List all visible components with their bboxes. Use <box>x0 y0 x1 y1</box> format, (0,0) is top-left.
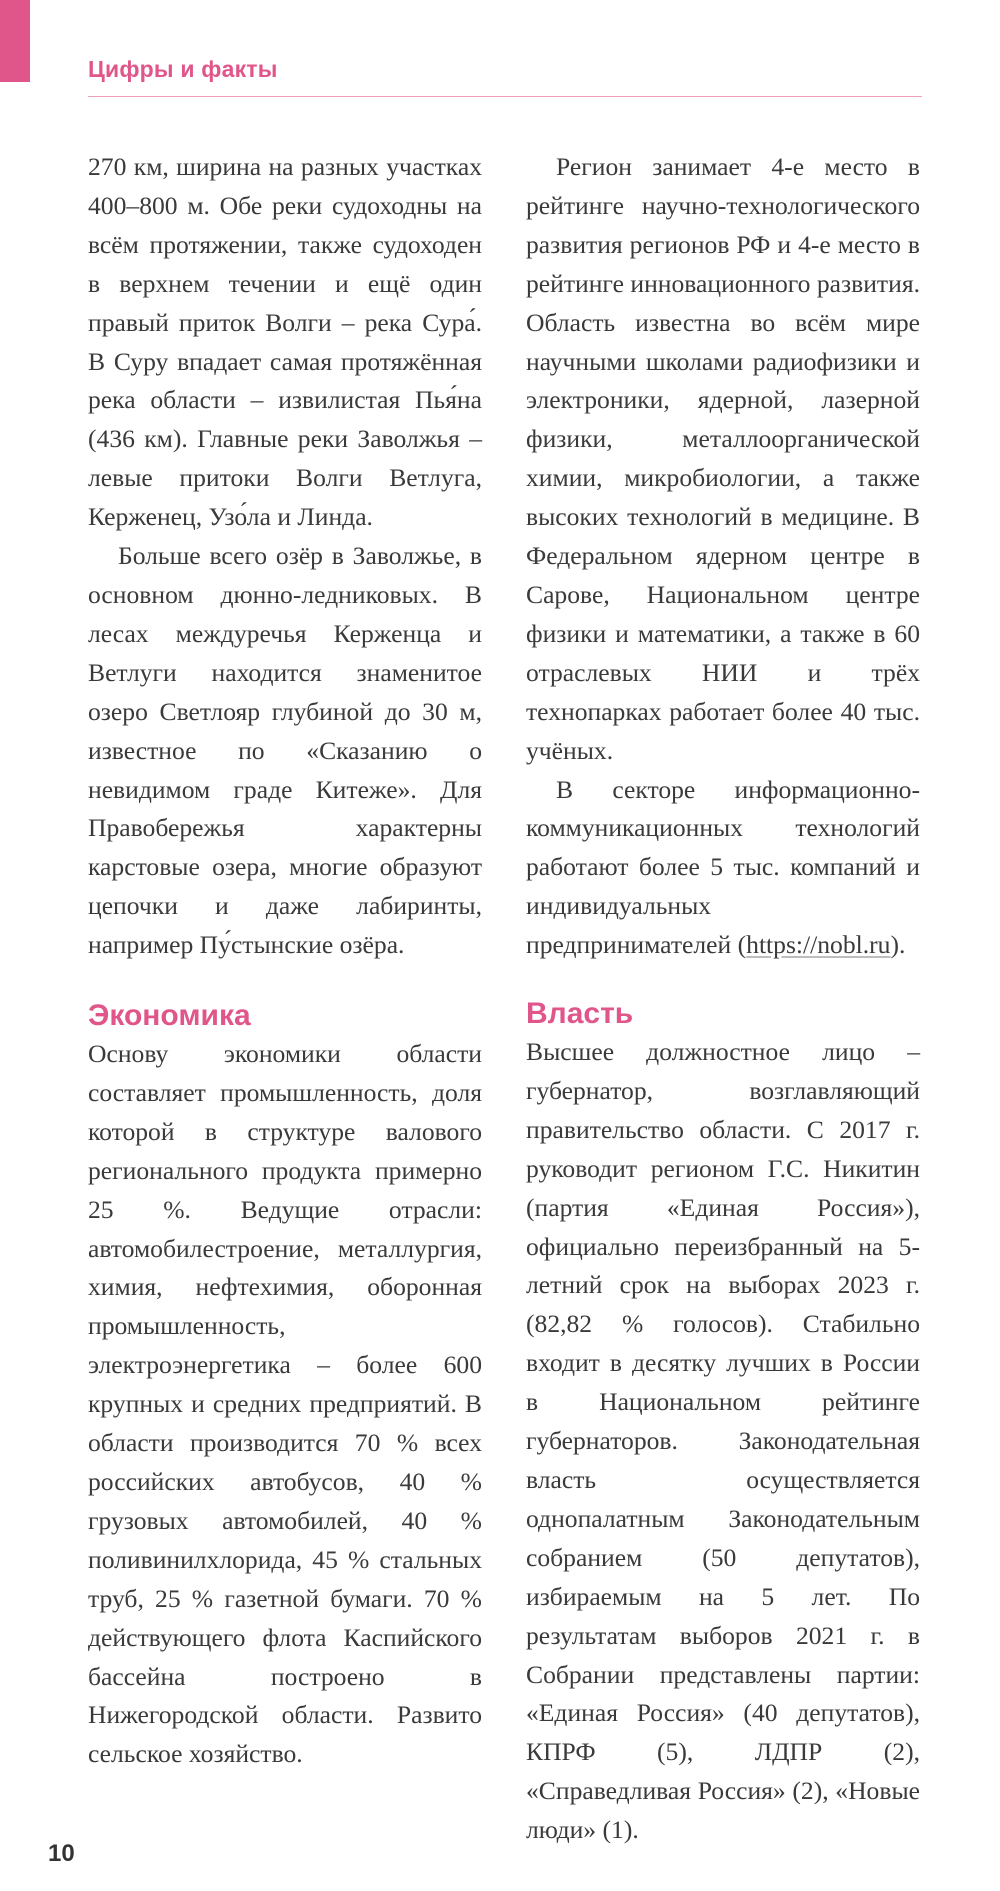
rivers-paragraph: 270 км, ширина на разных участках 400–800 м. Обе реки судоходны на всём протяжении, также судоходен в верхнем течении и ещё один правый приток Волги – река Сура́. В Суру впадает самая протяжённая река области – извилистая Пья́на (436 км). Главные реки Заволжья – левые притоки Волги Ветлуга, Керженец, Узо́ла и Линда. <box>88 152 482 532</box>
it-sector-text: В секторе информационно-коммуникационных технологий работают более 5 тыс. компаний и индивидуальных предпринимателей ( <box>526 774 920 960</box>
header-divider <box>88 96 922 97</box>
science-paragraph: Регион занимает 4-е место в рейтинге научно-технологического развития регионов РФ и 4-е место в рейтинге инновационного развития. Область известна во всём мире научными школами радиофизики и электроники, ядерной, лазерной физики, металлоорганической химии, микробиологии, а также высоких технологий в медицине. В Федеральном ядерном центре в Сарове, Национальном центре физики и математики, а также в 60 отраслевых НИИ и трёх технопарках работает более 40 тыс. учёных. <box>526 152 920 765</box>
nobl-link[interactable]: https://nobl.ru <box>746 930 891 960</box>
page-number: 10 <box>48 1840 75 1867</box>
lakes-paragraph: Больше всего озёр в Заволжье, в основном дюнно-ледниковых. В лесах междуречья Керженца и Ветлуги находится знаменитое озеро Светлояр глубиной до 30 м, известное по «Сказанию о невидимом граде Китеже». Для Правобережья характерны карстовые озера, многие образуют цепочки и даже лабиринты, например Пу́стынские озёра. <box>88 541 482 960</box>
power-heading: Власть <box>526 997 634 1031</box>
economy-heading: Экономика <box>88 999 251 1033</box>
economy-paragraph: Основу экономики области составляет промышленность, доля которой в структуре валового регионального продукта примерно 25 %. Ведущие отрасли: автомобилестроение, металлургия, химия, нефтехимия, оборонная промышленность, электроэнергетика – более 600 крупных и средних предприятий. В области производится 70 % всех российских автобусов, 40 % грузовых автомобилей, 40 % поливинилхлорида, 45 % стальных труб, 25 % газетной бумаги. 70 % действующего флота Каспийского бассейна построено в Нижегородской области. Развито сельское хозяйство. <box>88 1039 482 1769</box>
power-paragraph: Высшее должностное лицо – губернатор, возглавляющий правительство области. С 2017 г. руководит регионом Г.С. Никитин (партия «Единая Россия»), официально переизбранный на 5-летний срок на выборах 2023 г. (82,82 % голосов). Стабильно входит в десятку лучших в России в Национальном рейтинге губернаторов. Законодательная власть осуществляется однопалатным Законодательным собранием (50 депутатов), избираемым на 5 лет. По результатам выборов 2021 г. в Собрании представлены партии: «Единая Россия» (40 депутатов), КПРФ (5), ЛДПР (2), «Справедливая Россия» (2), «Новые люди» (1). <box>526 1037 920 1845</box>
it-sector-end: ). <box>890 930 906 960</box>
left-column <box>88 148 482 1774</box>
section-color-tab <box>0 0 30 82</box>
right-column <box>526 148 920 1850</box>
running-header: Цифры и факты <box>88 56 278 82</box>
it-sector-paragraph <box>526 771 920 966</box>
